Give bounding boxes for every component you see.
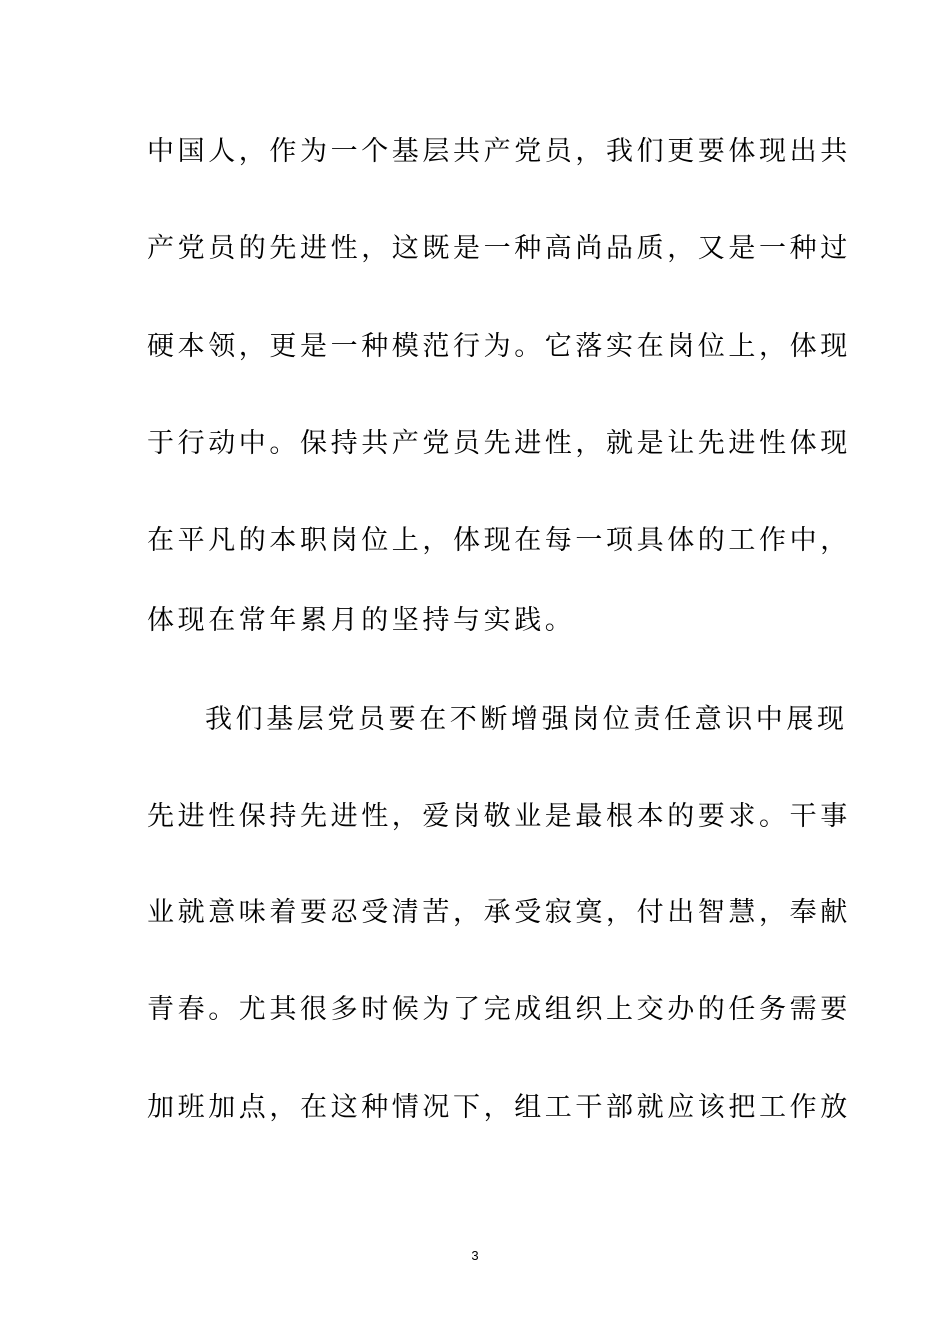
paragraph-2-line-5: 加班加点，在这种情况下，组工干部就应该把工作放 [147, 1092, 851, 1123]
text-line-5: 在平凡的本职岗位上，体现在每一项具体的工作中， [147, 525, 851, 556]
text-line-1: 中国人，作为一个基层共产党员，我们更要体现出共 [147, 136, 851, 167]
text-line-6: 体现在常年累月的坚持与实践。 [147, 605, 576, 636]
text-line-4: 于行动中。保持共产党员先进性，就是让先进性体现 [147, 428, 851, 459]
paragraph-2-line-4: 青春。尤其很多时候为了完成组织上交办的任务需要 [147, 994, 851, 1025]
paragraph-2-line-3: 业就意味着要忍受清苦，承受寂寞，付出智慧，奉献 [147, 897, 851, 928]
text-line-3: 硬本领，更是一种模范行为。它落实在岗位上，体现 [147, 331, 851, 362]
page-number: 3 [471, 1248, 479, 1263]
text-line-2: 产党员的先进性，这既是一种高尚品质，又是一种过 [147, 233, 851, 264]
paragraph-2-line-1: 我们基层党员要在不断增强岗位责任意识中展现 [205, 704, 848, 735]
paragraph-2-line-2: 先进性保持先进性，爱岗敬业是最根本的要求。干事 [147, 801, 851, 832]
